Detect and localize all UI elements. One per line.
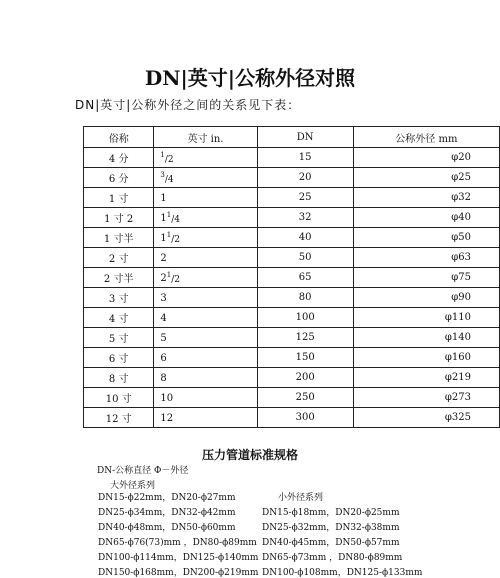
inch-whole: 10 bbox=[160, 392, 174, 404]
inch-fraction-denominator: /4 bbox=[164, 174, 174, 185]
cell-outer-diameter: φ75 bbox=[353, 268, 499, 288]
table-row bbox=[84, 348, 500, 368]
spec-line: DN25-ϕ34mm，DN32-ϕ42mm bbox=[98, 508, 236, 518]
inch-fraction-denominator: /2 bbox=[171, 274, 181, 285]
table-row bbox=[84, 288, 500, 308]
cell-dn: 32 bbox=[257, 208, 353, 228]
cell-inch bbox=[154, 328, 257, 348]
spec-line: DN15-ϕ18mm，DN20-ϕ25mm bbox=[262, 508, 400, 518]
cell-outer-diameter: φ160 bbox=[353, 348, 499, 368]
cell-inch bbox=[154, 168, 257, 188]
table-row bbox=[84, 328, 500, 348]
inch-whole: 1 bbox=[160, 232, 167, 244]
cell-dn: 80 bbox=[257, 288, 353, 308]
header-inch: 英寸 in. bbox=[154, 127, 257, 148]
spec-line: DN100-ϕ108mm，DN125-ϕ133mm bbox=[262, 568, 423, 578]
cell-outer-diameter: φ20 bbox=[353, 148, 499, 168]
cell-inch bbox=[154, 248, 257, 268]
spec-line: DN65-ϕ73mm ，DN80-ϕ89mm bbox=[262, 553, 403, 563]
cell-dn: 50 bbox=[257, 248, 353, 268]
cell-common-name: 1 寸 bbox=[84, 188, 154, 208]
cell-common-name: 12 寸 bbox=[84, 408, 154, 428]
inch-fraction-numerator: 1 bbox=[160, 150, 165, 159]
inch-whole: 1 bbox=[160, 212, 167, 224]
header-common-name: 俗称 bbox=[84, 127, 154, 148]
dn-table bbox=[83, 126, 500, 428]
inch-whole: 2 bbox=[160, 272, 167, 284]
table-row bbox=[84, 408, 500, 428]
table-row bbox=[84, 368, 500, 388]
inch-fraction-denominator: /2 bbox=[164, 154, 174, 165]
inch-whole: 6 bbox=[160, 352, 167, 364]
cell-dn: 65 bbox=[257, 268, 353, 288]
cell-inch bbox=[154, 148, 257, 168]
cell-common-name: 10 寸 bbox=[84, 388, 154, 408]
header-dn: DN bbox=[257, 127, 353, 148]
inch-whole: 2 bbox=[160, 252, 167, 264]
spec-line: DN25-ϕ32mm，DN32-ϕ38mm bbox=[262, 523, 400, 533]
table-row bbox=[84, 388, 500, 408]
table-row bbox=[84, 308, 500, 328]
header-outer-diameter: 公称外径 mm bbox=[353, 127, 499, 148]
cell-dn: 15 bbox=[257, 148, 353, 168]
table-row bbox=[84, 148, 500, 168]
spec-line: DN100-ϕ114mm，DN125-ϕ140mm bbox=[98, 553, 259, 563]
cell-common-name: 5 寸 bbox=[84, 328, 154, 348]
intro-text: DN|英寸|公称外径之间的关系见下表： bbox=[75, 98, 301, 112]
large-series-label: 大外径系列 bbox=[110, 481, 156, 491]
inch-fraction-numerator: 1 bbox=[166, 270, 172, 279]
inch-whole: 5 bbox=[160, 332, 167, 344]
table-row bbox=[84, 188, 500, 208]
cell-common-name: 3 寸 bbox=[84, 288, 154, 308]
inch-fraction-denominator: /4 bbox=[171, 214, 181, 225]
cell-inch bbox=[154, 368, 257, 388]
spec-line: DN40-ϕ48mm，DN50-ϕ60mm bbox=[98, 523, 236, 533]
cell-outer-diameter: φ110 bbox=[353, 308, 499, 328]
cell-dn: 150 bbox=[257, 348, 353, 368]
cell-dn: 250 bbox=[257, 388, 353, 408]
table-row bbox=[84, 228, 500, 248]
cell-inch bbox=[154, 188, 257, 208]
inch-fraction-numerator: 3 bbox=[160, 170, 165, 179]
small-series-label: 小外径系列 bbox=[278, 493, 324, 503]
cell-outer-diameter: φ63 bbox=[353, 248, 499, 268]
inch-whole: 3 bbox=[160, 292, 167, 304]
cell-inch bbox=[154, 288, 257, 308]
cell-outer-diameter: φ90 bbox=[353, 288, 499, 308]
table-header-row bbox=[84, 127, 500, 148]
cell-common-name: 2 寸半 bbox=[84, 268, 154, 288]
cell-outer-diameter: φ50 bbox=[353, 228, 499, 248]
cell-common-name: 4 分 bbox=[84, 148, 154, 168]
table-row bbox=[84, 208, 500, 228]
page-title: DN|英寸|公称外径对照 bbox=[144, 66, 356, 90]
cell-dn: 40 bbox=[257, 228, 353, 248]
inch-whole: 12 bbox=[160, 412, 174, 424]
cell-dn: 300 bbox=[257, 408, 353, 428]
spec-line: DN150-ϕ168mm，DN200-ϕ219mm bbox=[98, 568, 259, 578]
section-title: 压力管道标准规格 bbox=[201, 448, 298, 462]
cell-inch bbox=[154, 268, 257, 288]
cell-inch bbox=[154, 348, 257, 368]
cell-common-name: 1 寸半 bbox=[84, 228, 154, 248]
cell-inch bbox=[154, 228, 257, 248]
cell-outer-diameter: φ273 bbox=[353, 388, 499, 408]
cell-dn: 200 bbox=[257, 368, 353, 388]
cell-common-name: 8 寸 bbox=[84, 368, 154, 388]
cell-common-name: 4 寸 bbox=[84, 308, 154, 328]
cell-outer-diameter: φ32 bbox=[353, 188, 499, 208]
spec-line: DN15-ϕ22mm，DN20-ϕ27mm bbox=[98, 493, 236, 503]
cell-inch bbox=[154, 408, 257, 428]
legend-text: DN-公称直径 Φ－外径 bbox=[97, 466, 189, 476]
cell-inch bbox=[154, 208, 257, 228]
cell-inch bbox=[154, 388, 257, 408]
cell-common-name: 2 寸 bbox=[84, 248, 154, 268]
spec-line: DN65-ϕ76(73)mm ，DN80-ϕ89mm bbox=[98, 538, 257, 548]
cell-dn: 25 bbox=[257, 188, 353, 208]
cell-common-name: 6 寸 bbox=[84, 348, 154, 368]
inch-fraction-numerator: 1 bbox=[166, 230, 172, 239]
inch-fraction-numerator: 1 bbox=[166, 210, 172, 219]
cell-common-name: 1 寸 2 bbox=[84, 208, 154, 228]
table-row bbox=[84, 248, 500, 268]
spec-line: DN40-ϕ45mm，DN50-ϕ57mm bbox=[262, 538, 400, 548]
inch-whole: 4 bbox=[160, 312, 167, 324]
table-row bbox=[84, 268, 500, 288]
cell-dn: 100 bbox=[257, 308, 353, 328]
inch-whole: 1 bbox=[160, 192, 167, 204]
cell-outer-diameter: φ40 bbox=[353, 208, 499, 228]
cell-outer-diameter: φ325 bbox=[353, 408, 499, 428]
cell-outer-diameter: φ25 bbox=[353, 168, 499, 188]
cell-inch bbox=[154, 308, 257, 328]
cell-common-name: 6 分 bbox=[84, 168, 154, 188]
cell-outer-diameter: φ219 bbox=[353, 368, 499, 388]
table-row bbox=[84, 168, 500, 188]
inch-whole: 8 bbox=[160, 372, 167, 384]
cell-dn: 125 bbox=[257, 328, 353, 348]
inch-fraction-denominator: /2 bbox=[171, 234, 181, 245]
cell-dn: 20 bbox=[257, 168, 353, 188]
cell-outer-diameter: φ140 bbox=[353, 328, 499, 348]
